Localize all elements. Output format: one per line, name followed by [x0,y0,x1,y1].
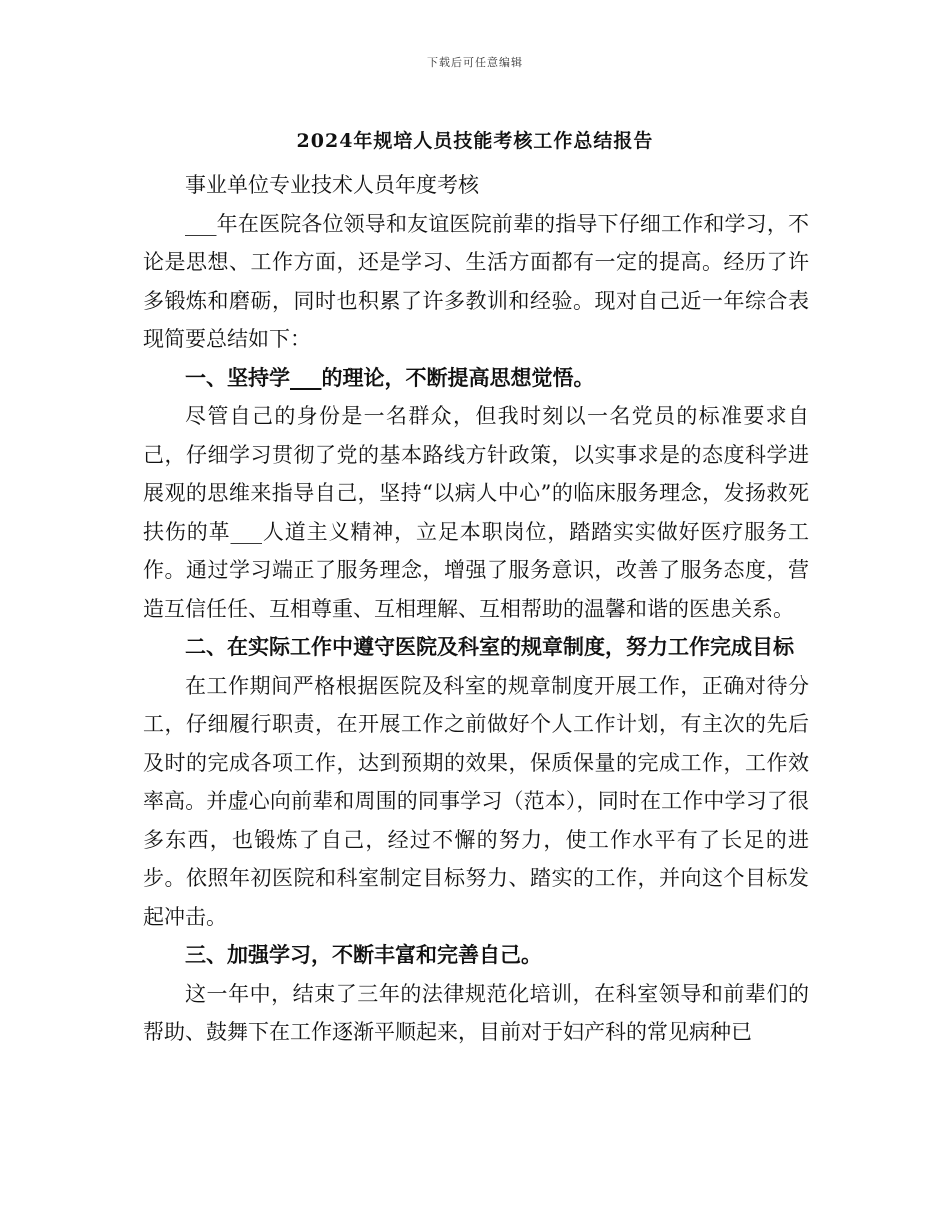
paragraph-section-1: 尽管自己的身份是一名群众，但我时刻以一名党员的标准要求自己，仔细学习贯彻了党的基本路线方针政策，以实事求是的态度科学进展观的思维来指导自己，坚持“以病人中心”的临床服务理念，发扬救死扶伤的革___人道主义精神，立足本职岗位，踏踏实实做好医疗服务工作。通过学习端正了服务理念，增强了服务意识，改善了服务态度，营造互信任任、互相尊重、互相理解、互相帮助的温馨和谐的医患关系。 [143,404,809,621]
document-body [143,166,809,1052]
header-note: 下载后可任意编辑 [427,56,523,69]
document-title: 2024年规培人员技能考核工作总结报告 [296,130,654,152]
paragraph-subtitle: 事业单位专业技术人员年度考核 [185,173,479,197]
paragraph-intro: ___年在医院各位领导和友谊医院前辈的指导下仔细工作和学习，不论是思想、工作方面，还是学习、生活方面都有一定的提高。经历了许多锻炼和磨砺，同时也积累了许多教训和经验。现对自己近一年综合表现简要总结如下： [143,211,809,351]
paragraph-section-3: 这一年中，结束了三年的法律规范化培训，在科室领导和前辈们的帮助、鼓舞下在工作逐渐平顺起来，目前对于妇产科的常见病种已 [143,981,809,1044]
section-heading-1: 一、坚持学___的理论，不断提高思想觉悟。 [185,364,595,390]
paragraph-section-2: 在工作期间严格根据医院及科室的规章制度开展工作，正确对待分工，仔细履行职责，在开展工作之前做好个人工作计划，有主次的先后及时的完成各项工作，达到预期的效果，保质保量的完成工作，工作效率高。并虚心向前辈和周围的同事学习（范本），同时在工作中学习了很多东西，也锻炼了自己，经过不懈的努力，使工作水平有了长足的进步。依照年初医院和科室制定目标努力、踏实的工作，并向这个目标发起冲击。 [143,673,809,929]
section-heading-3: 三、加强学习，不断丰富和完善自己。 [185,942,542,967]
section-heading-2: 二、在实际工作中遵守医院及科室的规章制度，努力工作完成目标 [185,634,794,659]
